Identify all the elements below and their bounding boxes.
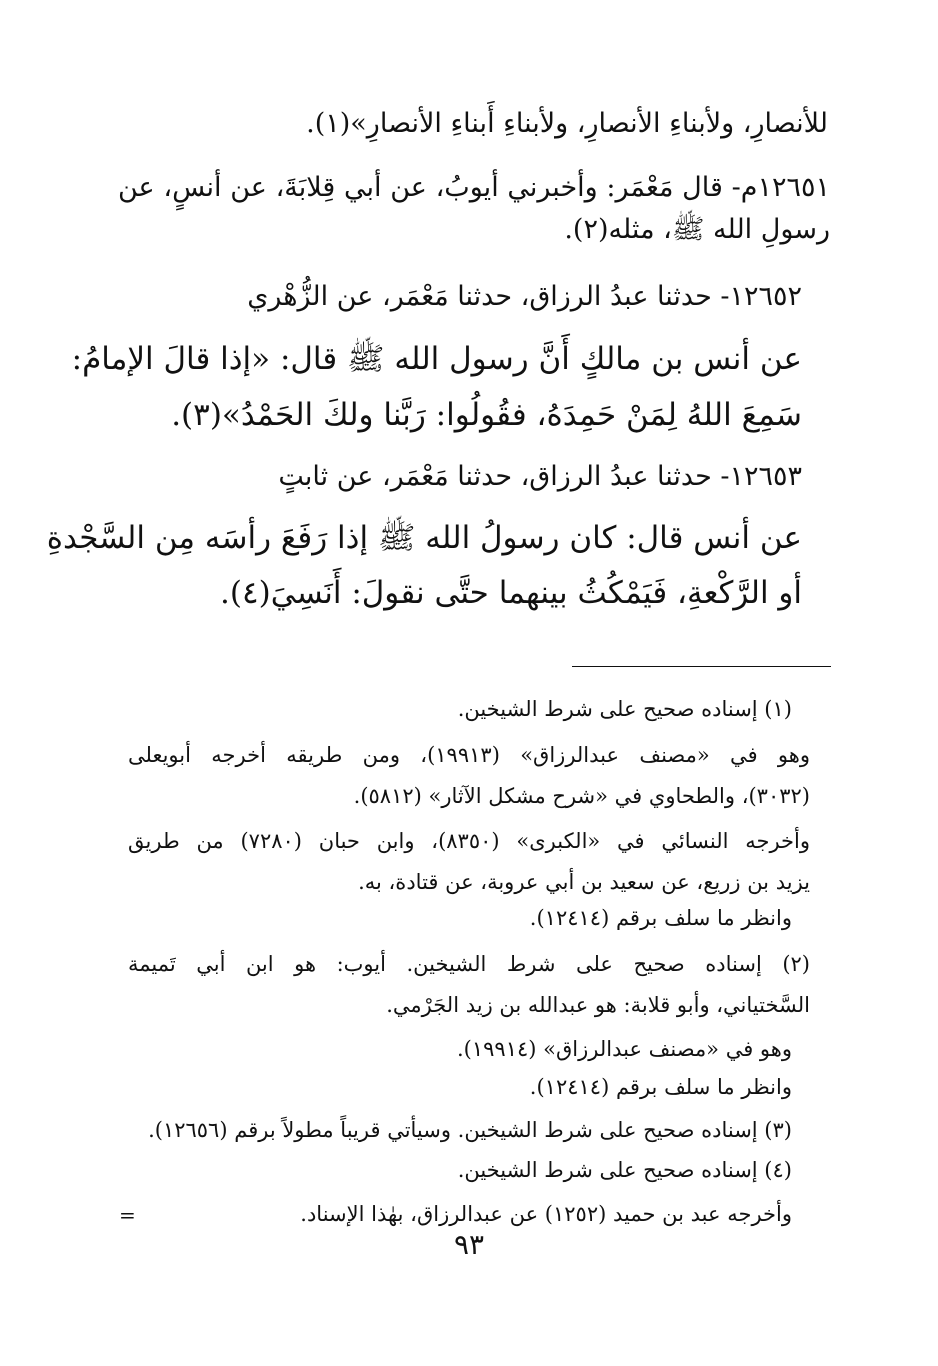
continuation-mark: = bbox=[119, 1203, 136, 1227]
footnote-line: وانظر ما سلف برقم (١٢٤١٤). bbox=[529, 1075, 792, 1099]
hadith-12653-matn: عن أنس قال: كان رسولُ الله ﷺ إذا رَفَعَ رأسَه مِن السَّجْدةِ bbox=[46, 520, 802, 556]
footnote-line: (١) إسناده صحيح على شرط الشيخين. bbox=[457, 697, 792, 721]
hadith-12653-matn: أو الرَّكْعةِ، فَيَمْكُثُ بينهما حتَّى نقولَ: أَنَسِيَ(٤). bbox=[220, 575, 802, 611]
page-number: ٩٣ bbox=[453, 1228, 485, 1261]
hadith-12651-line: رسولِ الله ﷺ، مثله(٢). bbox=[564, 214, 830, 245]
footnote-line: وهو في «مصنف عبدالرزاق» (١٩٩١٣)، ومن طريقه أخرجه أبويعلى bbox=[128, 743, 810, 767]
hadith-12652-matn: عن أنس بن مالكٍ أَنَّ رسول الله ﷺ قال: «إذا قالَ الإمامُ: bbox=[71, 341, 802, 377]
hadith-12651-line: ١٢٦٥١م- قال مَعْمَر: وأخبرني أيوبُ، عن أبي قِلابَةَ، عن أنسٍ، عن bbox=[118, 172, 830, 203]
hadith-12652-matn: سَمِعَ اللهُ لِمَنْ حَمِدَهُ، فقُولُوا: رَبَّنا ولكَ الحَمْدُ»(٣). bbox=[171, 397, 802, 433]
footnote-line: (٤) إسناده صحيح على شرط الشيخين. bbox=[457, 1158, 792, 1182]
footnote-divider bbox=[572, 666, 831, 667]
footnote-line: وهو في «مصنف عبدالرزاق» (١٩٩١٤). bbox=[457, 1037, 792, 1061]
footnote-line: وانظر ما سلف برقم (١٢٤١٤). bbox=[529, 906, 792, 930]
footnote-line: (٢) إسناده صحيح على شرط الشيخين. أيوب: هو ابن أبي تَميمة bbox=[128, 952, 810, 976]
footnote-line: السَّختياني، وأبو قلابة: هو عبدالله بن زيد الجَرْمي. bbox=[386, 993, 810, 1017]
hadith-12652-isnad: ١٢٦٥٢- حدثنا عبدُ الرزاق، حدثنا مَعْمَر، عن الزُّهْري bbox=[247, 281, 802, 312]
footnote-line: وأخرجه النسائي في «الكبرى» (٨٣٥٠)، وابن حبان (٧٢٨٠) من طريق bbox=[128, 829, 810, 853]
footnote-line: وأخرجه عبد بن حميد (١٢٥٢) عن عبدالرزاق، بهٰذا الإسناد. bbox=[300, 1202, 792, 1226]
text-line: للأنصارِ، ولأبناءِ الأنصارِ، ولأبناءِ أَبناءِ الأنصارِ»(١). bbox=[306, 108, 828, 139]
hadith-12653-isnad: ١٢٦٥٣- حدثنا عبدُ الرزاق، حدثنا مَعْمَر، عن ثابتٍ bbox=[278, 461, 802, 492]
footnote-line: (٣٠٣٢)، والطحاوي في «شرح مشكل الآثار» (٥٨١٢). bbox=[353, 784, 810, 808]
footnote-line: يزيد بن زريع، عن سعيد بن أبي عروبة، عن قتادة، به. bbox=[358, 870, 810, 894]
footnote-line: (٣) إسناده صحيح على شرط الشيخين. وسيأتي قريباً مطولاً برقم (١٢٦٥٦). bbox=[148, 1118, 792, 1142]
